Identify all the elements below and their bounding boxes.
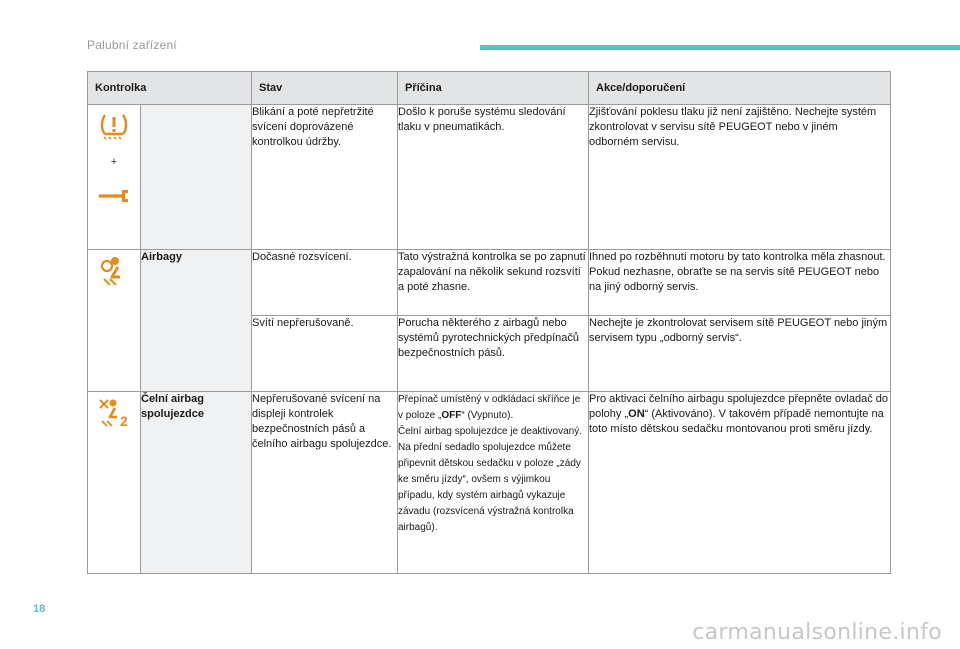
plus-sign: + — [110, 156, 118, 168]
akce-text: Ihned po rozběhnutí motoru by tato kontrolka měla zhasnout. — [589, 251, 886, 263]
pricina-text-part: “ (Vypnuto). — [461, 410, 514, 421]
label-cell — [141, 105, 252, 250]
pricina-cell: Došlo k poruše systému sledování tlaku v pneumatikách. — [398, 105, 589, 250]
table-row — [88, 105, 891, 250]
akce-cell: Zjišťování poklesu tlaku již není zajištěno. Nechejte systém zkontrolovat v servisu sítě PEUGEOT nebo v jiném odborném servisu. — [589, 105, 891, 250]
table-row — [88, 392, 891, 574]
label-celni-airbag: Čelní airbag spolujezdce — [141, 392, 252, 574]
wrench-icon — [88, 176, 140, 216]
on-label: ON — [628, 408, 645, 420]
pricina-cell: Porucha některého z airbagů nebo systémů pyrotechnických předpínačů bezpečnostních pásů. — [398, 316, 589, 392]
svg-text:2: 2 — [120, 413, 128, 429]
table-row — [88, 250, 891, 316]
akce-text-part: “ (Aktivováno). V takovém případě nemontujte na toto místo dětskou sedačku montovanou proti směru jízdy. — [589, 408, 884, 435]
page-number: 18 — [33, 603, 46, 615]
column-header-stav: Stav — [252, 72, 398, 105]
page-section-title: Palubní zařízení — [87, 38, 177, 52]
stav-cell: Nepřerušované svícení na displeji kontrolek bezpečnostních pásů a čelního airbagu spolujezdce. — [252, 392, 398, 574]
icon-cell — [88, 250, 141, 392]
column-header-kontrolka: Kontrolka — [88, 72, 252, 105]
header-accent-bar — [480, 45, 960, 50]
stav-cell: Blikání a poté nepřetržité svícení doprovázené kontrolkou údržby. — [252, 105, 398, 250]
watermark: carmanualsonline.info — [692, 620, 942, 645]
pricina-text-part: Přepínač umístěný v odkládací skříňce je v poloze „ — [398, 394, 581, 421]
pricina-cell: Tato výstražná kontrolka se po zapnutí zapalování na několik sekund rozsvítí a poté zhasne. — [398, 250, 589, 316]
pricina-text — [398, 392, 588, 424]
pricina-text: Čelní airbag spolujezdce je deaktivovaný. — [398, 426, 582, 437]
column-header-akce: Akce/doporučení — [589, 72, 891, 105]
pricina-cell — [398, 392, 589, 574]
icon-cell — [88, 105, 141, 250]
stav-cell: Dočasné rozsvícení. — [252, 250, 398, 316]
tyre-pressure-warning-icon — [88, 105, 140, 145]
stav-cell: Svítí nepřerušovaně. — [252, 316, 398, 392]
column-header-pricina: Příčina — [398, 72, 589, 105]
pricina-text: Na přední sedadlo spolujezdce můžete připevnit dětskou sedačku v poloze „zády ke směru jízdy“, ovšem s výjimkou případu, kdy systém airbagů vykazuje závadu (rozsvícená výstražná kontrolka airbagů). — [398, 442, 581, 533]
passenger-airbag-off-icon — [88, 392, 140, 432]
warning-lights-table — [87, 71, 891, 574]
akce-cell — [589, 392, 891, 574]
icon-cell — [88, 392, 141, 574]
akce-cell: Nechejte je zkontrolovat servisem sítě PEUGEOT nebo jiným servisem typu „odborný servis“. — [589, 316, 891, 392]
table-header-row — [88, 72, 891, 105]
airbag-icon — [88, 250, 140, 290]
label-airbagy: Airbagy — [141, 250, 252, 392]
akce-text: Pokud nezhasne, obraťte se na servis sítě PEUGEOT nebo na jiný odborný servis. — [589, 266, 880, 293]
off-label: OFF — [441, 410, 462, 421]
akce-cell — [589, 250, 891, 316]
akce-text-part: Pro aktivaci čelního airbagu spolujezdce přepněte ovladač do polohy „ — [589, 393, 889, 420]
